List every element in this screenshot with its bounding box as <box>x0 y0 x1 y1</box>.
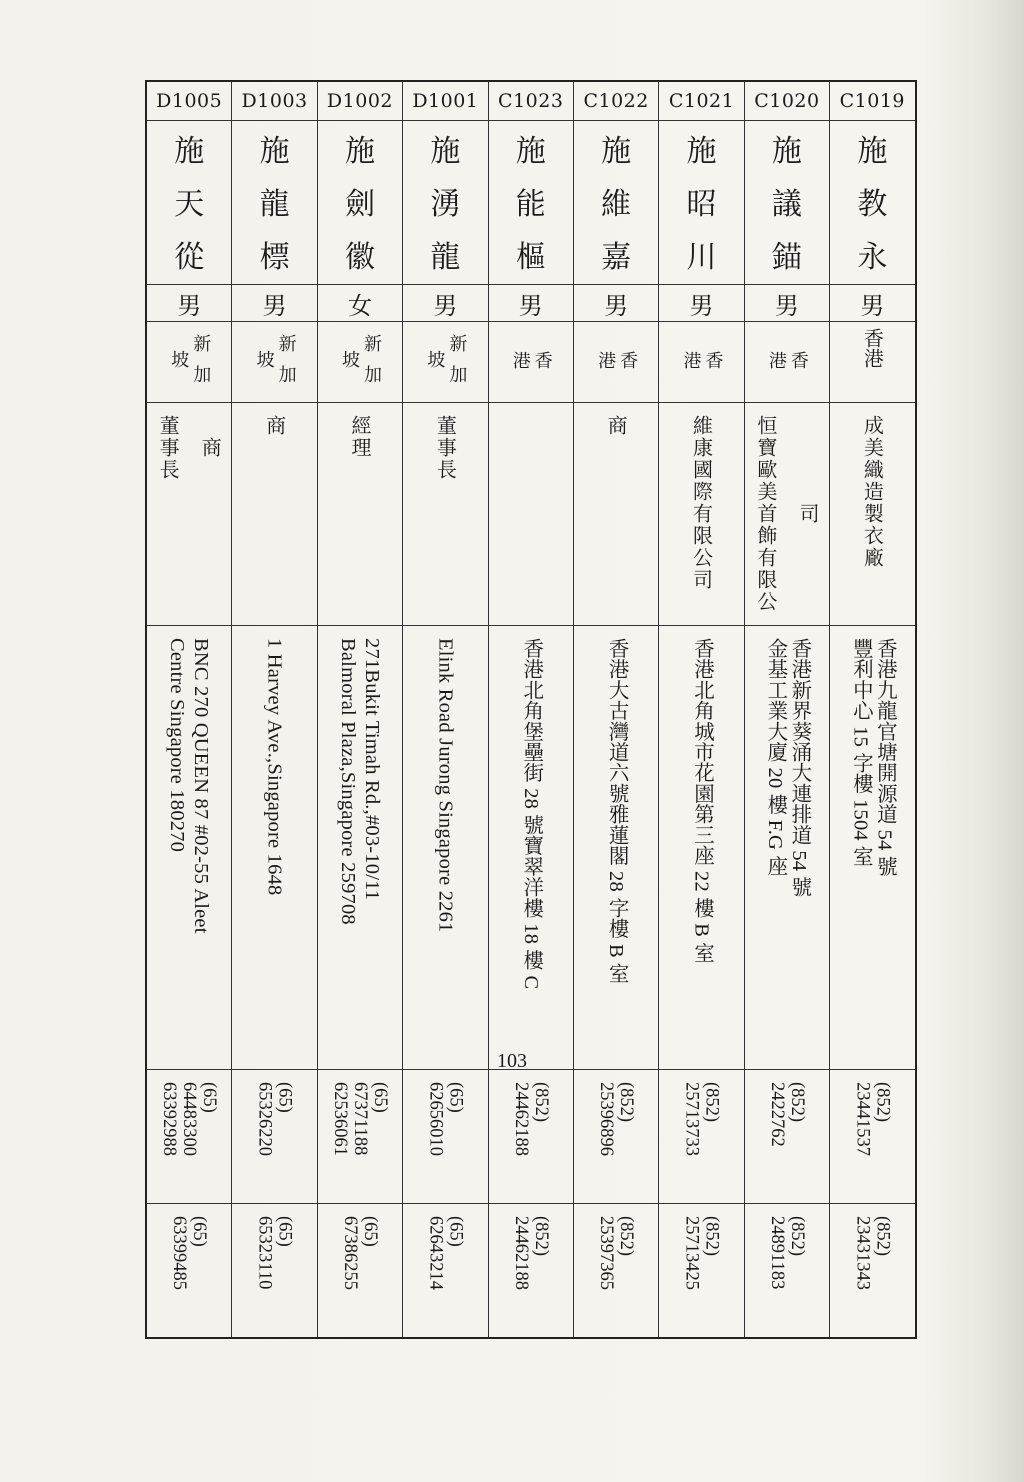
occupation-text: 商 <box>262 415 287 437</box>
fax-text: (852) 23431343 <box>852 1216 893 1290</box>
telephone-text: (65) 65326220 <box>254 1082 295 1156</box>
sex-cell: 女 <box>317 285 402 322</box>
place-cell <box>573 322 658 403</box>
telephone-text: (65) 67371188 62536061 <box>329 1082 390 1156</box>
occupation-text: 商 <box>604 415 629 437</box>
name-char: 錨 <box>771 240 802 275</box>
occupation-cell <box>146 403 232 626</box>
place-cell <box>830 322 916 403</box>
address-text: 香港大古灣道六號雅蓮閣 28 字樓 B 室 <box>605 638 628 984</box>
name-char: 龍 <box>259 187 290 222</box>
fax-text: (852) 24891183 <box>766 1216 807 1290</box>
fax-cell <box>403 1204 488 1339</box>
sex-row <box>146 285 916 322</box>
name-cell <box>573 121 658 285</box>
name-cell <box>830 121 916 285</box>
code-row <box>146 81 916 121</box>
code-cell: D1001 <box>403 81 488 121</box>
address-text: Elink Road Jurong Singapore 2261 <box>434 638 457 933</box>
sex-cell: 男 <box>744 285 829 322</box>
name-char: 施 <box>515 134 546 169</box>
telephone-cell <box>573 1070 658 1204</box>
telephone-cell <box>830 1070 916 1204</box>
name-char: 施 <box>686 134 717 169</box>
fax-text: (852) 25397365 <box>596 1216 637 1290</box>
code-cell: C1023 <box>488 81 573 121</box>
name-char: 從 <box>174 240 205 275</box>
fax-cell <box>488 1204 573 1339</box>
address-cell <box>232 626 317 1070</box>
occupation-text: 成美織造製衣廠 <box>860 415 885 569</box>
address-cell <box>403 626 488 1070</box>
sex-cell: 男 <box>403 285 488 322</box>
place-cell <box>146 322 232 403</box>
occupation-text: 經理 <box>347 415 372 459</box>
fax-text: (65) 67386255 <box>339 1216 380 1290</box>
telephone-cell <box>146 1070 232 1204</box>
name-char: 能 <box>515 187 546 222</box>
name-row <box>146 121 916 285</box>
fax-text: (852) 25713425 <box>681 1216 722 1290</box>
telephone-cell <box>403 1070 488 1204</box>
place-cell <box>488 322 573 403</box>
occupation-text: 司 <box>796 503 821 525</box>
place-text: 新加坡 <box>253 334 297 396</box>
address-text: 1 Harvey Ave.,Singapore 1648 <box>263 638 286 896</box>
name-char: 議 <box>771 187 802 222</box>
occupation-cell <box>317 403 402 626</box>
occupation-cell <box>744 403 829 626</box>
telephone-text: (65) 62656010 <box>425 1082 466 1156</box>
place-text: 新加坡 <box>168 334 212 396</box>
occupation-cell <box>659 403 744 626</box>
fax-cell <box>573 1204 658 1339</box>
place-text: 香港 <box>509 351 553 391</box>
telephone-text: (65) 64483300 63392988 <box>159 1082 220 1156</box>
name-cell <box>403 121 488 285</box>
name-cell <box>317 121 402 285</box>
fax-text: (65) 63399485 <box>169 1216 210 1290</box>
address-cell <box>573 626 658 1070</box>
telephone-cell <box>744 1070 829 1204</box>
fax-text: (65) 65323110 <box>254 1216 295 1290</box>
place-text: 香港 <box>680 351 724 391</box>
telephone-text: (852) 23441537 <box>852 1082 893 1156</box>
sex-cell: 男 <box>146 285 232 322</box>
occupation-text: 維康國際有限公司 <box>689 415 714 591</box>
sex-cell: 男 <box>659 285 744 322</box>
name-char: 永 <box>857 240 888 275</box>
code-cell: D1002 <box>317 81 402 121</box>
name-char: 標 <box>259 240 290 275</box>
code-cell: C1019 <box>830 81 916 121</box>
name-char: 天 <box>174 187 205 222</box>
sex-cell: 男 <box>488 285 573 322</box>
page-number: 103 <box>497 1050 527 1072</box>
telephone-text: (852) 25713733 <box>681 1082 722 1156</box>
name-char: 川 <box>686 240 717 275</box>
occupation-cell <box>403 403 488 626</box>
address-text: 香港北角城市花園第三座 22 樓 B 室 <box>690 638 713 964</box>
place-cell <box>744 322 829 403</box>
place-row <box>146 322 916 403</box>
code-cell: D1005 <box>146 81 232 121</box>
telephone-text: (852) 2422762 <box>766 1082 807 1147</box>
name-cell <box>659 121 744 285</box>
address-row <box>146 626 916 1070</box>
name-char: 施 <box>174 134 205 169</box>
sex-cell: 男 <box>232 285 317 322</box>
code-cell: D1003 <box>232 81 317 121</box>
name-char: 施 <box>601 134 632 169</box>
fax-text: (65) 62643214 <box>425 1216 466 1290</box>
telephone-row <box>146 1070 916 1204</box>
place-cell <box>232 322 317 403</box>
place-text: 香港 <box>765 351 809 391</box>
name-char: 施 <box>857 134 888 169</box>
fax-cell <box>317 1204 402 1339</box>
name-cell <box>488 121 573 285</box>
telephone-cell <box>659 1070 744 1204</box>
name-char: 龍 <box>430 240 461 275</box>
telephone-cell <box>232 1070 317 1204</box>
name-char: 施 <box>430 134 461 169</box>
address-cell <box>744 626 829 1070</box>
telephone-cell <box>317 1070 402 1204</box>
address-cell <box>146 626 232 1070</box>
member-directory-table <box>145 80 917 1339</box>
place-cell <box>317 322 402 403</box>
name-char: 維 <box>601 187 632 222</box>
occupation-cell <box>232 403 317 626</box>
sex-cell: 男 <box>573 285 658 322</box>
place-text: 新加坡 <box>424 334 468 396</box>
occupation-row <box>146 403 916 626</box>
name-char: 施 <box>344 134 375 169</box>
name-char: 劍 <box>344 187 375 222</box>
fax-row <box>146 1204 916 1339</box>
address-text: 271Bukit Timah Rd.,#03-10/11 Balmoral Plaza,Singapore 259708 <box>336 638 383 925</box>
name-char: 樞 <box>515 240 546 275</box>
name-cell <box>232 121 317 285</box>
telephone-cell <box>488 1070 573 1204</box>
occupation-text: 恒寶歐美首飾有限公 <box>753 415 778 613</box>
place-cell <box>659 322 744 403</box>
fax-cell <box>232 1204 317 1339</box>
occupation-cell <box>488 403 573 626</box>
address-cell <box>830 626 916 1070</box>
telephone-text: (852) 25396896 <box>596 1082 637 1156</box>
fax-cell <box>830 1204 916 1339</box>
address-text: 香港新界葵涌大連排道 54 號 金基工業大廈 20 樓 F.G 座 <box>763 638 810 898</box>
fax-cell <box>744 1204 829 1339</box>
address-text: BNC 270 QUEEN 87 #02-55 Aleet Centre Singapore 180270 <box>166 638 213 934</box>
address-cell <box>659 626 744 1070</box>
place-text: 香港 <box>595 351 639 391</box>
occupation-cell <box>573 403 658 626</box>
occupation-text: 董事長 <box>433 415 458 481</box>
name-char: 湧 <box>430 187 461 222</box>
name-char: 昭 <box>686 187 717 222</box>
fax-text: (852) 24462188 <box>510 1216 551 1290</box>
address-text: 香港北角堡壘街 28 號寶翠洋樓 18 樓 C <box>519 638 542 990</box>
place-cell <box>403 322 488 403</box>
place-text: 新加坡 <box>338 334 382 396</box>
occupation-cell <box>830 403 916 626</box>
occupation-text: 商 <box>198 437 223 459</box>
fax-cell <box>659 1204 744 1339</box>
telephone-text: (852) 24462188 <box>510 1082 551 1156</box>
place-text: 香港 <box>860 328 885 368</box>
occupation-text: 董事長 <box>156 415 181 481</box>
address-cell <box>317 626 402 1070</box>
code-cell: C1022 <box>573 81 658 121</box>
address-text: 香港九龍官塘開源道 54 號 豐利中心 15 字樓 1504 室 <box>849 638 896 877</box>
code-cell: C1021 <box>659 81 744 121</box>
name-cell <box>744 121 829 285</box>
name-char: 嘉 <box>601 240 632 275</box>
name-cell <box>146 121 232 285</box>
name-char: 施 <box>771 134 802 169</box>
fax-cell <box>146 1204 232 1339</box>
address-cell <box>488 626 573 1070</box>
name-char: 施 <box>259 134 290 169</box>
sex-cell: 男 <box>830 285 916 322</box>
name-char: 教 <box>857 187 888 222</box>
name-char: 徽 <box>344 240 375 275</box>
code-cell: C1020 <box>744 81 829 121</box>
